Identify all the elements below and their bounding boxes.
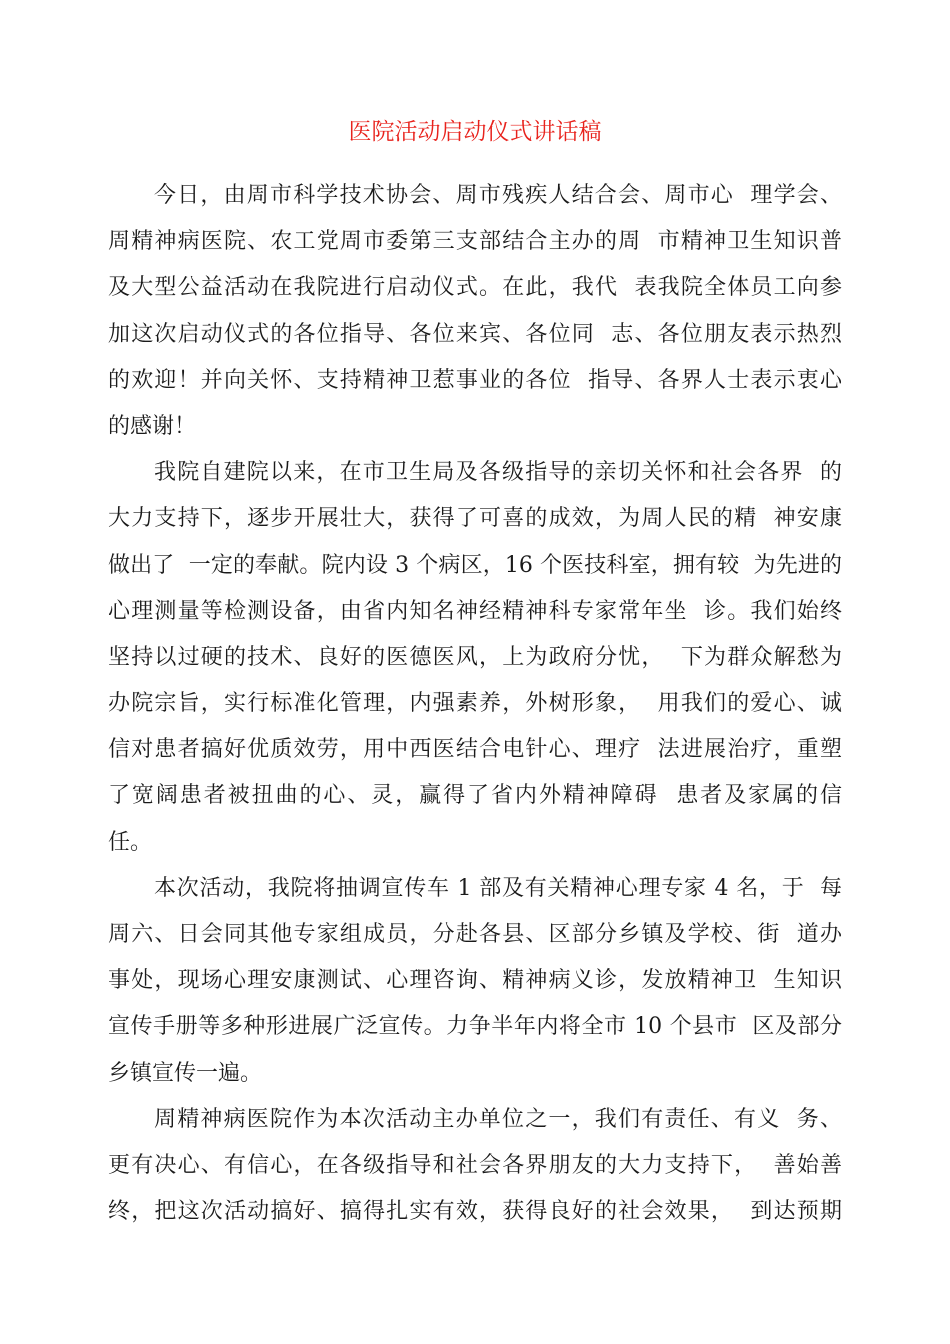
body-text-line: 周精神病医院、农工党周市委第三支部结合主办的周 市精神卫生知识普 [108, 229, 842, 255]
document-title: 医院活动启动仪式讲话稿 [348, 119, 602, 145]
body-text-line: 今日，由周市科学技术协会、周市残疾人结合会、周市心 理学会、 [154, 183, 842, 208]
body-text-line: 的感谢！ [108, 413, 197, 439]
body-text-line: 做出了 一定的奉献。院内设 3 个病区，16 个医技科室，拥有较 为先进的 [108, 552, 842, 578]
body-text-line: 及大型公益活动在我院进行启动仪式。在此，我代 表我院全体员工向参 [108, 275, 842, 301]
body-text-line: 信对患者搞好优质效劳，用中西医结合电针心、理疗 法进展治疗，重塑 [108, 737, 842, 763]
body-text-line: 的欢迎！并向关怀、支持精神卫惹事业的各位 指导、各界人士表示衷心 [108, 367, 842, 393]
body-text-line: 周六、日会同其他专家组成员，分赴各县、区部分乡镇及学校、街 道办 [108, 922, 842, 947]
body-text-line: 终，把这次活动搞好、搞得扎实有效，获得良好的社会效果， 到达预期 [108, 1199, 842, 1225]
body-text-line: 本次活动，我院将抽调宣传车 1 部及有关精神心理专家 4 名，于 每 [154, 875, 842, 901]
body-text-line: 坚持以过硬的技术、良好的医德医风，上为政府分忧， 下为群众解愁为 [108, 644, 842, 670]
body-text-line: 任。 [108, 829, 153, 855]
body-text-line: 更有决心、有信心，在各级指导和社会各界朋友的大力支持下， 善始善 [108, 1152, 842, 1178]
body-text-line: 心理测量等检测设备，由省内知名神经精神科专家常年坐 诊。我们始终 [108, 598, 842, 624]
body-text-line: 事处，现场心理安康测试、心理咨询、精神病义诊，发放精神卫 生知识 [108, 968, 842, 994]
body-text-line: 宣传手册等多种形进展广泛宣传。力争半年内将全市 10 个县市 区及部分 [108, 1014, 842, 1040]
body-text-line: 办院宗旨，实行标准化管理，内强素养，外树形象， 用我们的爱心、诚 [108, 691, 842, 717]
body-text-line: 我院自建院以来，在市卫生局及各级指导的亲切关怀和社会各界 的 [154, 460, 842, 486]
body-text-line: 大力支持下，逐步开展壮大，获得了可喜的成效，为周人民的精 神安康 [108, 506, 842, 532]
body-text-line: 加这次启动仪式的各位指导、各位来宾、各位同 志、各位朋友表示热烈 [108, 321, 842, 347]
body-text-line: 了宽阔患者被扭曲的心、灵，赢得了省内外精神障碍 患者及家属的信 [108, 783, 842, 809]
body-text-line: 乡镇宣传一遍。 [108, 1060, 263, 1086]
document-body [108, 177, 842, 1239]
body-text-line: 周精神病医院作为本次活动主办单位之一，我们有责任、有义 务、 [154, 1106, 842, 1132]
